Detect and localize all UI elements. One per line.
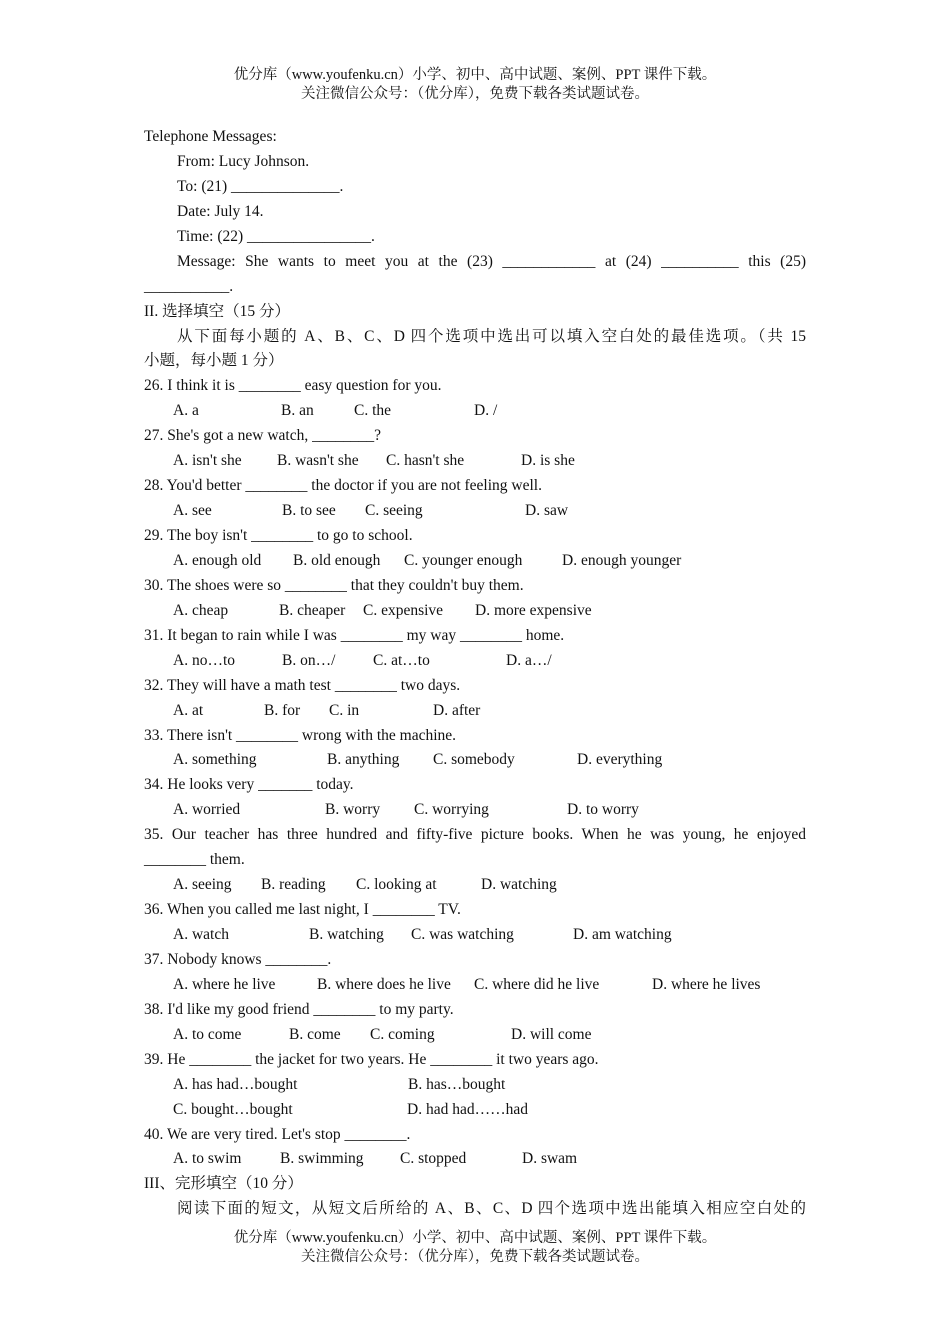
options-30 (144, 599, 806, 624)
options-39-row-2 (144, 1098, 806, 1123)
section-2-instruction: 从下面每小题的 A、B、C、D 四个选项中选出可以填入空白处的最佳选项。（共 15 (177, 327, 806, 345)
options-29 (144, 549, 806, 574)
option-c: C. expensive (363, 601, 444, 619)
option-a: A. where he live (173, 975, 276, 993)
question-40: 40. We are very tired. Let's stop ________. (144, 1125, 411, 1143)
option-c: C. hasn't she (386, 452, 465, 470)
option-a: A. worried (173, 801, 241, 819)
option-c: C. was watching (411, 926, 514, 943)
option-d: D. a…/ (506, 651, 552, 669)
telephone-from: From: Lucy Johnson. (177, 152, 310, 170)
option-b: B. come (289, 1025, 341, 1043)
question-37: 37. Nobody knows ________. (144, 950, 332, 968)
option-a: A. see (173, 502, 212, 520)
question-33: 33. There isn't ________ wrong with the machine. (144, 726, 457, 744)
option-b: B. to see (282, 502, 336, 520)
option-b: B. anything (327, 751, 400, 769)
header-line-2: 关注微信公众号：（优分库），免费下载各类试题试卷。 (301, 86, 649, 102)
option-b: B. worry (325, 801, 381, 819)
option-d: D. watching (481, 876, 557, 894)
question-30: 30. The shoes were so ________ that they couldn't buy them. (144, 576, 524, 594)
option-a: A. no…to (173, 651, 235, 669)
option-c: C. at…to (373, 651, 430, 669)
option-c: C. where did he live (474, 975, 600, 993)
option-b: B. wasn't she (277, 452, 359, 470)
question-31: 31. It began to rain while I was ________ my way ________ home. (144, 626, 565, 644)
option-b: B. an (281, 402, 314, 420)
option-d: D. enough younger (562, 551, 682, 569)
option-a: A. has had…bought (173, 1075, 298, 1093)
question-38: 38. I'd like my good friend ________ to my party. (144, 1000, 454, 1018)
telephone-message-cont: ___________. (144, 277, 234, 295)
options-27 (144, 449, 806, 474)
options-38 (144, 1023, 806, 1048)
options-37 (144, 973, 806, 998)
option-c: C. looking at (356, 876, 437, 894)
options-26 (144, 399, 806, 424)
option-a: A. something (173, 751, 257, 769)
options-32 (144, 699, 806, 724)
option-d: D. had had……had (407, 1100, 528, 1118)
question-32: 32. They will have a math test ________ two days. (144, 676, 461, 694)
option-d: D. am watching (573, 926, 672, 943)
option-c: C. seeing (365, 502, 423, 520)
option-b: B. where does he live (317, 975, 451, 993)
option-b: B. cheaper (279, 601, 346, 619)
option-a: A. watch (173, 926, 229, 943)
option-b: B. watching (309, 926, 384, 943)
page-header (0, 66, 950, 104)
option-c: C. stopped (400, 1150, 467, 1168)
option-d: D. after (433, 701, 481, 719)
option-d: D. everything (577, 751, 663, 769)
section-3-title: III、完形填空（10 分） (144, 1175, 303, 1193)
options-40 (144, 1147, 806, 1172)
option-d: D. swam (522, 1150, 578, 1168)
option-a: A. a (173, 402, 199, 420)
option-d: D. to worry (567, 801, 639, 819)
section-2-instruction-cont: 小题，每小题 1 分） (144, 352, 284, 370)
question-35: 35. Our teacher has three hundred and fifty-five picture books. When he was young, he enjoyed (144, 826, 806, 844)
option-d: D. is she (521, 452, 575, 470)
footer-line-1: 优分库（www.youfenku.cn）小学、初中、高中试题、案例、PPT 课件下载。 (233, 1230, 717, 1246)
option-d: D. more expensive (475, 601, 592, 619)
option-b: B. on…/ (282, 651, 336, 669)
footer-line-2: 关注微信公众号：（优分库），免费下载各类试题试卷。 (301, 1249, 649, 1265)
option-b: B. old enough (293, 551, 381, 569)
question-34: 34. He looks very _______ today. (144, 776, 354, 794)
option-c: C. younger enough (404, 551, 523, 569)
option-a: A. to come (173, 1025, 242, 1043)
page-footer (0, 1229, 950, 1267)
options-36 (144, 923, 806, 948)
options-34 (144, 798, 806, 823)
telephone-title: Telephone Messages: (144, 128, 277, 145)
options-28 (144, 499, 806, 524)
options-39-row-1 (144, 1073, 806, 1098)
option-b: B. has…bought (408, 1075, 506, 1093)
option-c: C. somebody (433, 751, 515, 769)
options-31 (144, 649, 806, 674)
option-c: C. bought…bought (173, 1100, 293, 1118)
option-a: A. to swim (173, 1150, 242, 1168)
option-d: D. where he lives (652, 975, 761, 993)
option-b: B. for (264, 701, 301, 719)
option-a: A. at (173, 701, 204, 719)
option-b: B. reading (261, 876, 326, 894)
question-29: 29. The boy isn't ________ to go to school. (144, 527, 413, 544)
option-a: A. cheap (173, 601, 229, 619)
telephone-message: Message: She wants to meet you at the (23) ____________ at (24) __________ this (25) (177, 252, 806, 270)
option-d: D. / (474, 402, 498, 420)
telephone-time: Time: (22) ________________. (177, 227, 375, 245)
options-33 (144, 748, 806, 773)
option-c: C. the (354, 402, 392, 420)
option-c: C. in (329, 701, 360, 719)
question-35-cont: ________ them. (144, 851, 245, 869)
option-a: A. enough old (173, 551, 262, 569)
option-c: C. worrying (414, 801, 489, 819)
question-36: 36. When you called me last night, I ________ TV. (144, 901, 461, 919)
header-line-1: 优分库（www.youfenku.cn）小学、初中、高中试题、案例、PPT 课件下载。 (233, 67, 717, 83)
option-a: A. seeing (173, 876, 232, 894)
option-c: C. coming (370, 1025, 435, 1043)
telephone-to: To: (21) ______________. (177, 177, 344, 195)
section-3-instruction: 阅读下面的短文，从短文后所给的 A、B、C、D 四个选项中选出能填入相应空白处的 (177, 1200, 806, 1218)
question-39: 39. He ________ the jacket for two years. He ________ it two years ago. (144, 1050, 599, 1068)
option-d: D. saw (525, 502, 569, 520)
option-b: B. swimming (280, 1150, 364, 1168)
question-28: 28. You'd better ________ the doctor if you are not feeling well. (144, 477, 542, 495)
document-body (144, 125, 806, 1222)
option-d: D. will come (511, 1025, 592, 1043)
question-26: 26. I think it is ________ easy question for you. (144, 377, 442, 395)
telephone-date: Date: July 14. (177, 202, 264, 220)
question-27: 27. She's got a new watch, ________? (144, 427, 381, 445)
options-35 (144, 873, 806, 898)
section-2-title: II. 选择填空（15 分） (144, 302, 290, 320)
option-a: A. isn't she (173, 452, 242, 470)
